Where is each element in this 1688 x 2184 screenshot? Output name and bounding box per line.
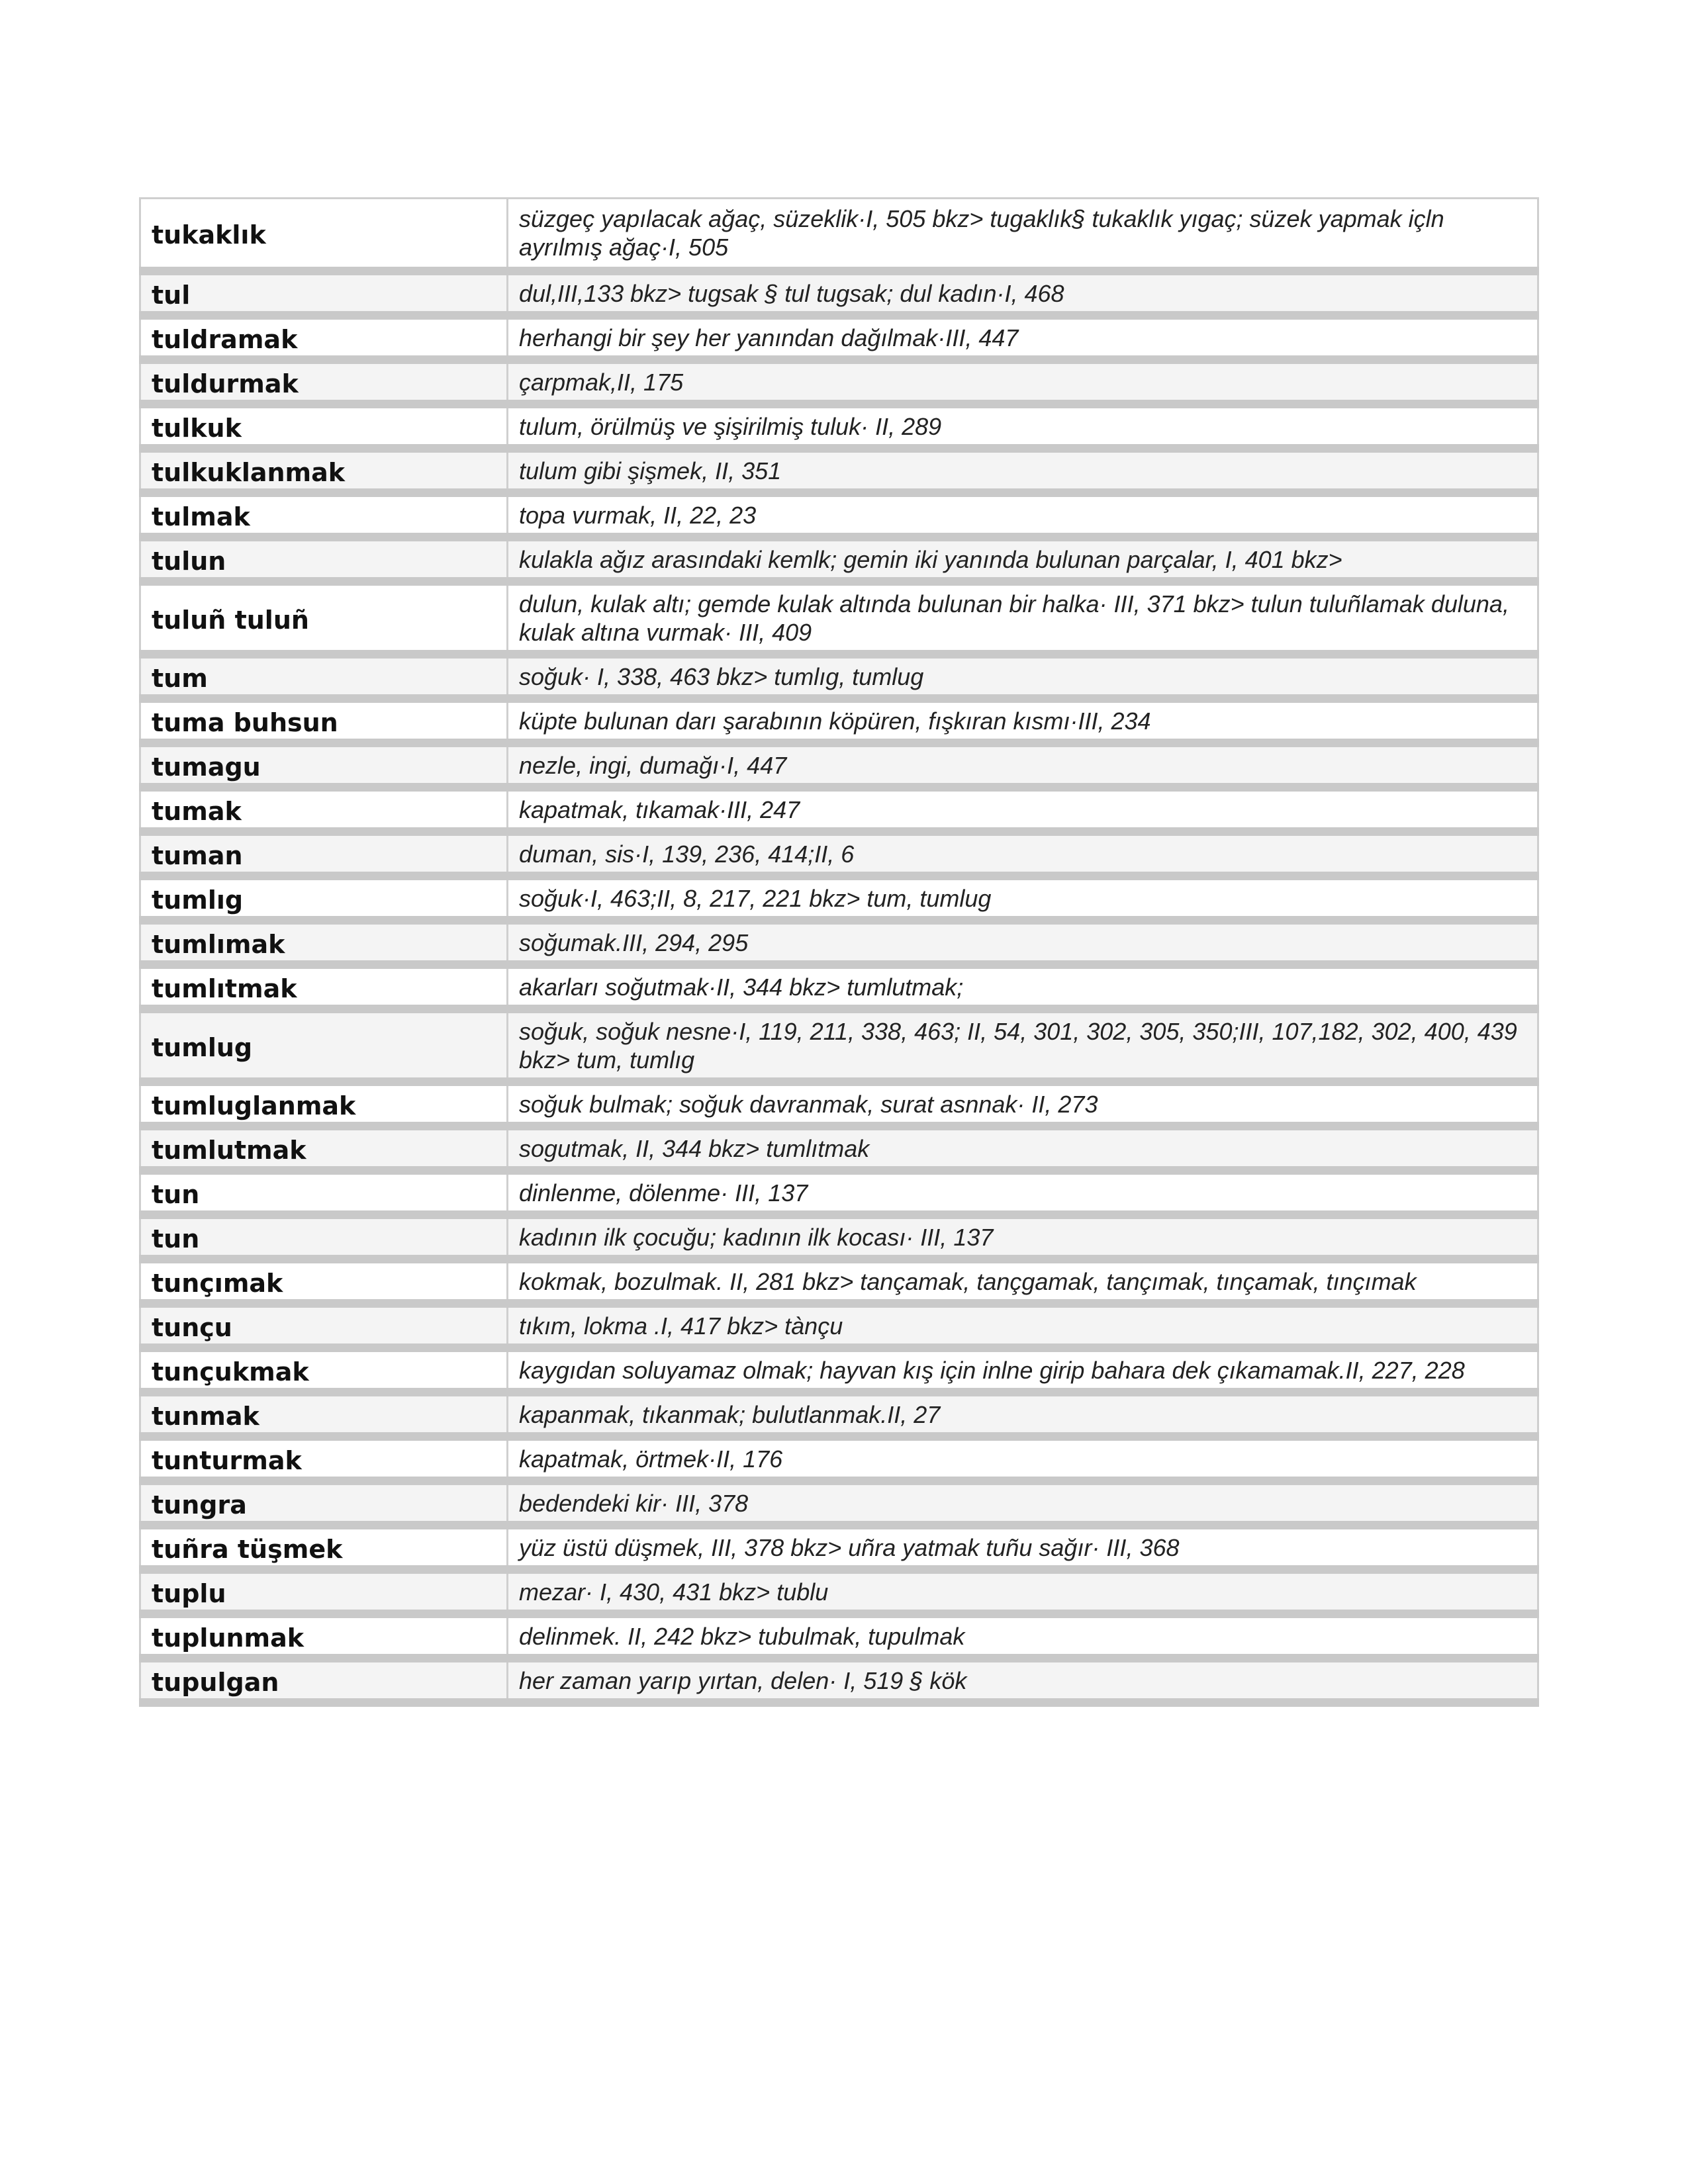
table-row	[140, 199, 1538, 271]
entry-definition: küpte bulunan darı şarabının köpüren, fışkıran kısmı·III, 234	[508, 699, 1538, 743]
table-row	[140, 1304, 1538, 1348]
entry-term: tungra	[140, 1481, 508, 1525]
table-row	[140, 404, 1538, 449]
table-row	[140, 493, 1538, 537]
table-row	[140, 316, 1538, 360]
entry-definition: dul,III,133 bkz> tugsak § tul tugsak; dul kadın·I, 468	[508, 271, 1538, 316]
entry-term: tulmak	[140, 493, 508, 537]
entry-term: tumluglanmak	[140, 1082, 508, 1126]
table-row	[140, 1348, 1538, 1392]
table-row	[140, 1614, 1538, 1659]
entry-term: tuluñ tuluñ	[140, 582, 508, 655]
table-row	[140, 921, 1538, 965]
entry-definition: soğuk· I, 338, 463 bkz> tumlıg, tumlug	[508, 655, 1538, 699]
entry-term: tun	[140, 1171, 508, 1215]
entry-term: tunturmak	[140, 1437, 508, 1481]
entry-term: tupulgan	[140, 1659, 508, 1703]
entry-definition: tulum, örülmüş ve şişirilmiş tuluk· II, 289	[508, 404, 1538, 449]
table-row	[140, 1437, 1538, 1481]
table-row	[140, 1009, 1538, 1082]
entry-term: tumlıg	[140, 876, 508, 921]
entry-definition: tulum gibi şişmek, II, 351	[508, 449, 1538, 493]
entry-term: tunçu	[140, 1304, 508, 1348]
entry-term: tuplunmak	[140, 1614, 508, 1659]
entry-definition: kokmak, bozulmak. II, 281 bkz> tançamak, tançgamak, tançımak, tınçamak, tınçımak	[508, 1259, 1538, 1304]
table-row	[140, 449, 1538, 493]
table-row	[140, 876, 1538, 921]
entry-definition: soğuk, soğuk nesne·I, 119, 211, 338, 463; II, 54, 301, 302, 305, 350;III, 107,182, 302, 400, 439 bkz> tum, tumlıg	[508, 1009, 1538, 1082]
table-row	[140, 1481, 1538, 1525]
entry-definition: mezar· I, 430, 431 bkz> tublu	[508, 1570, 1538, 1614]
entry-term: tukaklık	[140, 199, 508, 271]
table-row	[140, 1259, 1538, 1304]
entry-definition: soğuk·I, 463;II, 8, 217, 221 bkz> tum, tumlug	[508, 876, 1538, 921]
entry-definition: kadının ilk çocuğu; kadının ilk kocası· III, 137	[508, 1215, 1538, 1259]
entry-term: tuldurmak	[140, 360, 508, 404]
table-row	[140, 1392, 1538, 1437]
entry-definition: akarları soğutmak·II, 344 bkz> tumlutmak;	[508, 965, 1538, 1009]
entry-definition: herhangi bir şey her yanından dağılmak·III, 447	[508, 316, 1538, 360]
entry-term: tuldramak	[140, 316, 508, 360]
entry-term: tuplu	[140, 1570, 508, 1614]
entry-term: tumagu	[140, 743, 508, 788]
entry-definition: duman, sis·I, 139, 236, 414;II, 6	[508, 832, 1538, 876]
table-row	[140, 1570, 1538, 1614]
entry-definition: kaygıdan soluyamaz olmak; hayvan kış için inlne girip bahara dek çıkamamak.II, 227, 228	[508, 1348, 1538, 1392]
entry-definition: çarpmak,II, 175	[508, 360, 1538, 404]
entry-definition: yüz üstü düşmek, III, 378 bkz> uñra yatmak tuñu sağır· III, 368	[508, 1525, 1538, 1570]
entry-definition: kulakla ağız arasındaki kemlk; gemin iki yanında bulunan parçalar, I, 401 bkz>	[508, 537, 1538, 582]
table-row	[140, 1659, 1538, 1703]
table-row	[140, 1215, 1538, 1259]
table-row	[140, 699, 1538, 743]
entry-term: tulkuk	[140, 404, 508, 449]
table-row	[140, 271, 1538, 316]
entry-term: tumlımak	[140, 921, 508, 965]
entry-term: tumak	[140, 788, 508, 832]
entry-term: tunçımak	[140, 1259, 508, 1304]
entry-term: tuñra tüşmek	[140, 1525, 508, 1570]
entry-definition: dulun, kulak altı; gemde kulak altında bulunan bir halka· III, 371 bkz> tulun tuluñlamak duluna, kulak altına vurmak· III, 409	[508, 582, 1538, 655]
entry-definition: kapatmak, örtmek·II, 176	[508, 1437, 1538, 1481]
entry-definition: soğuk bulmak; soğuk davranmak, surat asnnak· II, 273	[508, 1082, 1538, 1126]
entry-definition: nezle, ingi, dumağı·I, 447	[508, 743, 1538, 788]
entry-term: tum	[140, 655, 508, 699]
entry-term: tuman	[140, 832, 508, 876]
entry-definition: kapatmak, tıkamak·III, 247	[508, 788, 1538, 832]
dictionary-table	[139, 197, 1539, 1707]
entry-term: tulun	[140, 537, 508, 582]
entry-definition: süzgeç yapılacak ağaç, süzeklik·I, 505 bkz> tugaklık§ tukaklık yıgaç; süzek yapmak içln ayrılmış ağaç·I, 505	[508, 199, 1538, 271]
entry-definition: her zaman yarıp yırtan, delen· I, 519 § kök	[508, 1659, 1538, 1703]
table-row	[140, 788, 1538, 832]
entry-term: tulkuklanmak	[140, 449, 508, 493]
entry-definition: tıkım, lokma .I, 417 bkz> tànçu	[508, 1304, 1538, 1348]
table-row	[140, 360, 1538, 404]
entry-term: tunçukmak	[140, 1348, 508, 1392]
entry-definition: kapanmak, tıkanmak; bulutlanmak.II, 27	[508, 1392, 1538, 1437]
entry-definition: dinlenme, dölenme· III, 137	[508, 1171, 1538, 1215]
entry-term: tunmak	[140, 1392, 508, 1437]
table-row	[140, 965, 1538, 1009]
entry-definition: delinmek. II, 242 bkz> tubulmak, tupulmak	[508, 1614, 1538, 1659]
entry-term: tumlug	[140, 1009, 508, 1082]
entry-term: tumlıtmak	[140, 965, 508, 1009]
entry-term: tuma buhsun	[140, 699, 508, 743]
entry-definition: sogutmak, II, 344 bkz> tumlıtmak	[508, 1126, 1538, 1171]
table-row	[140, 1082, 1538, 1126]
entry-term: tul	[140, 271, 508, 316]
table-row	[140, 655, 1538, 699]
entry-term: tun	[140, 1215, 508, 1259]
entry-definition: bedendeki kir· III, 378	[508, 1481, 1538, 1525]
table-row	[140, 832, 1538, 876]
table-row	[140, 743, 1538, 788]
table-row	[140, 537, 1538, 582]
dictionary-body	[140, 199, 1538, 1703]
entry-definition: soğumak.III, 294, 295	[508, 921, 1538, 965]
table-row	[140, 1525, 1538, 1570]
table-row	[140, 582, 1538, 655]
table-row	[140, 1171, 1538, 1215]
entry-term: tumlutmak	[140, 1126, 508, 1171]
entry-definition: topa vurmak, II, 22, 23	[508, 493, 1538, 537]
table-row	[140, 1126, 1538, 1171]
